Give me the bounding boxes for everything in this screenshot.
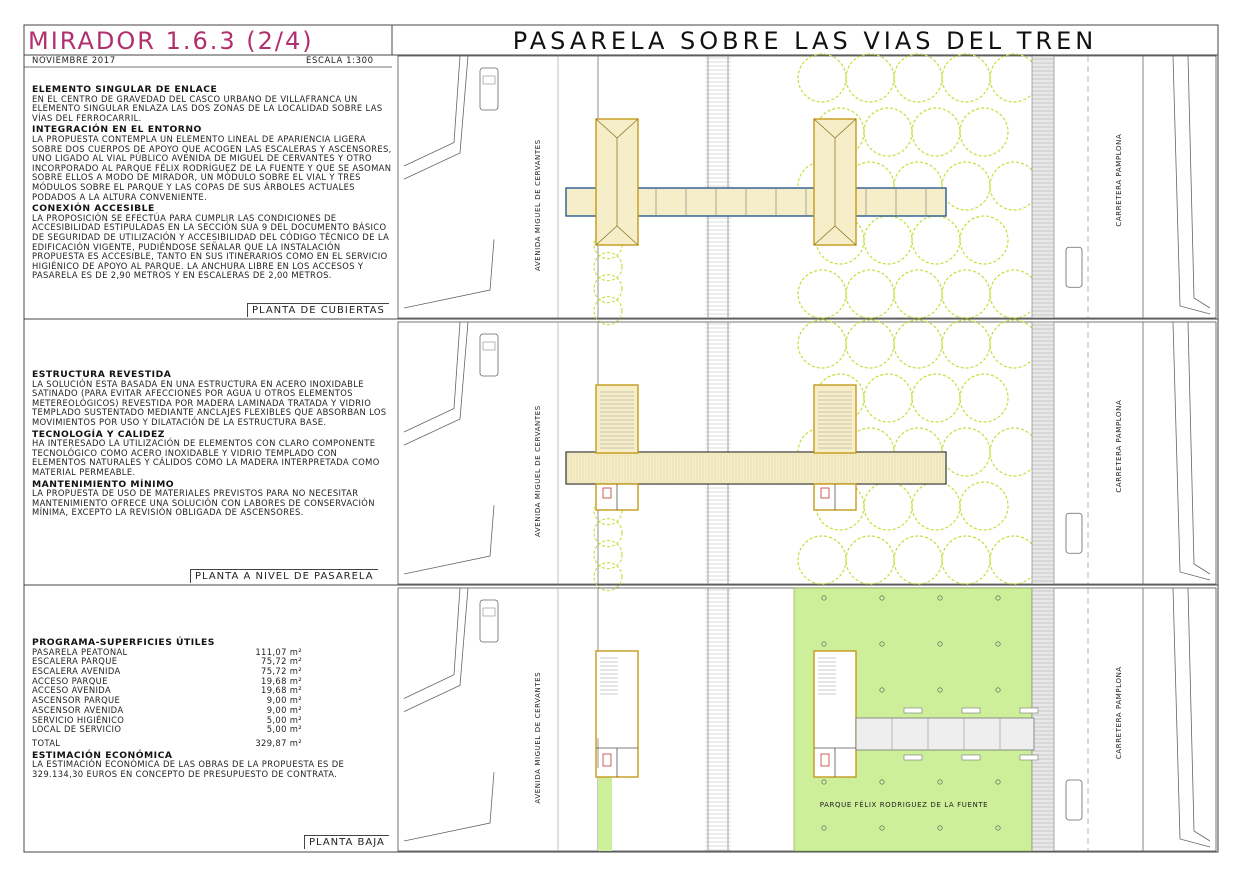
program-row-value: 75,72 m² [261,656,302,667]
tree-canopy [864,482,912,530]
tree-canopy [798,270,846,318]
total-label: TOTAL [32,737,61,748]
car [1066,780,1082,820]
tree-canopy [798,320,846,368]
plan-walk [398,320,1216,591]
tree-canopy [864,216,912,264]
program-row-value: 5,00 m² [266,724,302,735]
project-title: PASARELA SOBRE LAS VIAS DEL TREN [512,27,1098,55]
curb-line [404,239,494,308]
plan-frame [398,56,1216,318]
tree-canopy [990,428,1038,476]
tree-canopy [942,54,990,102]
bench [962,708,980,713]
tree-canopy [942,270,990,318]
avenue-label: AVENIDA MIGUEL DE CERVANTES [534,139,542,272]
tree-canopy [990,536,1038,584]
curb-line [404,56,460,166]
section1-heading-3: CONEXIÓN ACCESIBLE [32,203,155,215]
curb-line [404,588,460,698]
tree-canopy [894,320,942,368]
car [480,600,498,642]
section2-heading-3: MANTENIMIENTO MÍNIMO [32,478,175,490]
program-row-value: 19,68 m² [261,675,302,686]
tree-canopy [912,374,960,422]
road-label: CARRETERA PAMPLONA [1115,133,1123,227]
tree-canopy [912,216,960,264]
tree-canopy [960,108,1008,156]
program-row-name: ASCENSOR AVENIDA [32,704,124,715]
tree-canopy [990,54,1038,102]
curb-line [404,322,460,432]
tree-canopy [942,320,990,368]
tree-canopy [912,108,960,156]
tree-canopy [846,270,894,318]
tree-canopy [960,482,1008,530]
bench [962,755,980,760]
program-row-name: ACCESO PARQUE [32,675,108,686]
tree-canopy [960,374,1008,422]
fence-band [1032,588,1054,851]
program-row-name: ASCENSOR PARQUE [32,695,121,706]
program-row-value: 75,72 m² [261,666,302,676]
estimate-paragraph: LA ESTIMACIÓN ECONÓMICA DE LAS OBRAS DE LA PROPUESTA ES DE 329.134,30 EUROS EN CONCEPTO DE PRESUPUESTO DE CONTRATA. [32,759,345,779]
tree-canopy [894,54,942,102]
tree-canopy [942,428,990,476]
section2-heading-2: TECNOLOGÍA Y CALIDEZ [32,428,165,440]
bench [1020,755,1038,760]
section1-heading-1: ELEMENTO SINGULAR DE ENLACE [32,84,218,95]
scale-label: ESCALA 1:300 [306,56,374,66]
tree-canopy [942,536,990,584]
bench [1020,708,1038,713]
curb-line [404,772,494,841]
avenue-label: AVENIDA MIGUEL DE CERVANTES [534,405,542,538]
tree-canopy [846,54,894,102]
curb-line [404,505,494,574]
program-row-value: 9,00 m² [266,695,302,706]
car [1066,513,1082,553]
tree-canopy [960,216,1008,264]
walkway-projection [856,718,1034,750]
section1-paragraph-2: LA PROPUESTA CONTEMPLA UN ELEMENTO LINEAL DE APARIENCIA LIGERA SOBRE DOS CUERPOS DE APOYO QUE ACOGEN LAS ESCALERAS Y ASCENSORES, UNO LIGADO AL VIAL PÚBLICO AVENIDA DE MIGUEL DE CERVANTES Y OTRO INCORPORADO AL PARQUE FÉLIX RODRÍGUEZ DE LA FUENTE Y QUE SE ASOMAN SOBRE ELLOS A MODO DE MIRADOR, UN MÓDULO SOBRE EL VIAL Y TRES MÓDULOS SOBRE EL PARQUE Y LAS COPAS DE SUS ÁRBOLES ACTUALES PODADOS A LA ALTURA CONVENIENTE. [32,133,392,202]
car [480,68,498,110]
road-curb [1188,56,1210,308]
plate-label-roof: PLANTA DE CUBIERTAS [247,303,389,317]
date-label: NOVIEMBRE 2017 [32,56,116,66]
program-row-value: 9,00 m² [266,704,302,715]
tree-canopy [864,108,912,156]
stair-core [596,385,638,453]
tree-canopy [798,536,846,584]
plate-label-walkway: PLANTA A NIVEL DE PASARELA [190,569,378,583]
program-row-value: 19,68 m² [261,685,302,696]
tree-canopy [864,374,912,422]
tree-canopy [894,270,942,318]
bench [904,755,922,760]
tree-canopy [798,54,846,102]
program-row-name: SERVICIO HIGIÉNICO [32,714,125,725]
car [480,334,498,376]
tree-canopy [912,482,960,530]
estimate-heading: ESTIMACIÓN ECONÓMICA [32,749,173,761]
road-curb [1188,322,1210,574]
section1-paragraph-3: LA PROPOSICIÓN SE EFECTÚA PARA CUMPLIR LAS CONDICIONES DE ACCESIBILIDAD ESTIPULADAS EN LA SECCIÓN SUA 9 DEL DOCUMENTO BÁSICO DE SEGURIDAD DE UTILIZACIÓN Y ACCESIBILIDAD DEL CÓDIGO TÉCNICO DE LA EDIFICACIÓN VIGENTE, PUDIÉNDOSE SEÑALAR QUE LA INSTALACIÓN PROPUESTA ES ACCESIBLE, TANTO EN SUS ITINERARIOS COMO EN EL SERVICIO HIGIÉNICO DE APOYO AL PARQUE. LA ANCHURA LIBRE EN LOS ACCESOS Y PASARELA ES DE 2,90 METROS Y EN ESCALERAS DE 2,00 METROS. [32,212,390,281]
stair-core [814,385,856,453]
tree-canopy [846,536,894,584]
program-row-name: PASARELA PEATONAL [32,646,128,657]
plate-label-ground: PLANTA BAJA [304,835,389,849]
car [1066,247,1082,287]
road-curb [1188,588,1210,841]
section2-paragraph-3: LA PROPUESTA DE USO DE MATERIALES PREVISTOS PARA NO NECESITAR MANTENIMIENTO OFRECE UNA SOLUCIÓN CON LABORES DE CONSERVACIÓN MÍNIMA, EXCEPTO LA REVISIÓN OBLIGADA DE ASCENSORES. [32,488,375,518]
avenue-label: AVENIDA MIGUEL DE CERVANTES [534,671,542,804]
tree-canopy [990,320,1038,368]
section2-paragraph-1: LA SOLUCIÓN ESTA BASADA EN UNA ESTRUCTURA EN ACERO INOXIDABLE SATINADO (PARA EVITAR AFECCIONES POR AGUA U OTROS ELEMENTOS METEREOLÓGICOS) REVESTIDA POR MADERA LAMINADA TRATADA Y VIDRIO TEMPLADO SUSTENTADO MEDIANTE ANCLAJES FLEXIBLES QUE ABSORBAN LOS MOVIMIENTOS POR USO Y DILATACIÓN DE LA ESTRUCTURA BASE. [32,378,387,427]
tree-canopy [990,162,1038,210]
program-row-name: ESCALERA AVENIDA [32,666,121,676]
bench [904,708,922,713]
tree-canopy [894,536,942,584]
tree-canopy [846,320,894,368]
program-row-name: ACCESO AVENIDA [32,685,112,696]
section2-paragraph-2: HA INTERESADO LA UTILIZACIÓN DE ELEMENTOS CON CLARO COMPONENTE TECNOLÓGICO COMO ACERO INOXIDABLE Y VIDRIO TEMPLADO CON ELEMENTOS NATURALES Y CÁLIDOS COMO LA MADERA INTERPRETADA COMO MATERIAL PERMEABLE. [32,438,380,477]
sheet-number-title: MIRADOR 1.6.3 (2/4) [28,27,314,55]
total-value: 329,87 m² [255,737,302,748]
tree-canopy [990,270,1038,318]
section1-heading-2: INTEGRACIÓN EN EL ENTORNO [32,124,202,136]
road-label: CARRETERA PAMPLONA [1115,399,1123,493]
section1-paragraph-1: EN EL CENTRO DE GRAVEDAD DEL CASCO URBANO DE VILLAFRANCA UN ELEMENTO SINGULAR ENLAZA LAS DOS ZONAS DE LA LOCALIDAD SOBRE LAS VÍAS DEL FERROCARRIL. [32,93,383,123]
program-row-name: ESCALERA PARQUE [32,656,118,667]
section2-heading-1: ESTRUCTURA REVESTIDA [32,369,172,380]
plan-ground [398,588,1216,851]
program-row-value: 5,00 m² [266,714,302,725]
road-label: CARRETERA PAMPLONA [1115,666,1123,760]
plan-roof [398,54,1216,325]
park-label: PARQUE FÉLIX RODRIGUEZ DE LA FUENTE [819,801,989,809]
program-row-name: LOCAL DE SERVICIO [32,724,122,735]
tree-canopy [942,162,990,210]
program-heading: PROGRAMA-SUPERFICIES ÚTILES [32,637,215,648]
program-row-value: 111,07 m² [255,646,302,657]
